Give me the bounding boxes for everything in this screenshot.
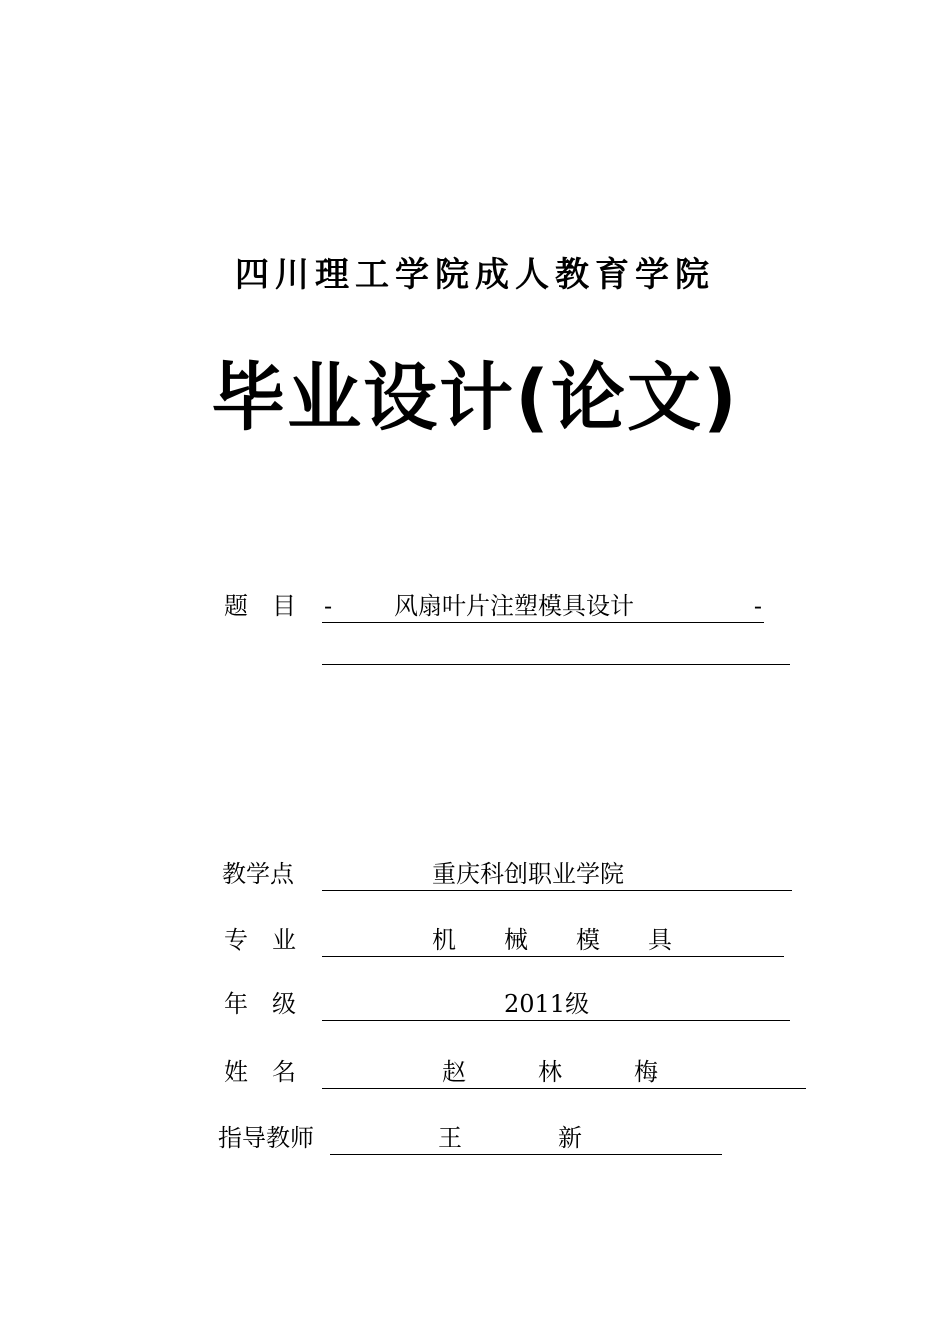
advisor-label: 指导教师 bbox=[218, 1124, 314, 1152]
name-label: 姓 名 bbox=[224, 1058, 296, 1086]
major-value: 机 械 模 具 bbox=[432, 926, 672, 954]
topic-dash-right: - bbox=[753, 592, 762, 620]
topic-value: 风扇叶片注塑模具设计 bbox=[394, 592, 634, 620]
topic-dash-left: - bbox=[324, 592, 333, 620]
advisor-field bbox=[330, 1122, 722, 1155]
grade-value: 2011级 bbox=[504, 990, 590, 1018]
school-field bbox=[322, 858, 792, 891]
grade-field bbox=[322, 988, 790, 1021]
major-label: 专 业 bbox=[224, 926, 296, 954]
school-value: 重庆科创职业学院 bbox=[432, 860, 624, 888]
grade-label: 年 级 bbox=[224, 990, 296, 1018]
topic-field bbox=[322, 590, 764, 623]
school-label: 教学点 bbox=[222, 860, 294, 888]
major-field bbox=[322, 924, 784, 957]
topic-second-line bbox=[322, 664, 790, 665]
name-value: 赵 林 梅 bbox=[442, 1058, 658, 1086]
topic-label: 题 目 bbox=[224, 592, 296, 620]
document-title: 毕业设计(论文) bbox=[211, 355, 739, 441]
advisor-value: 王 新 bbox=[438, 1124, 582, 1152]
name-field bbox=[322, 1056, 806, 1089]
institution-name: 四川理工学院成人教育学院 bbox=[235, 255, 715, 295]
